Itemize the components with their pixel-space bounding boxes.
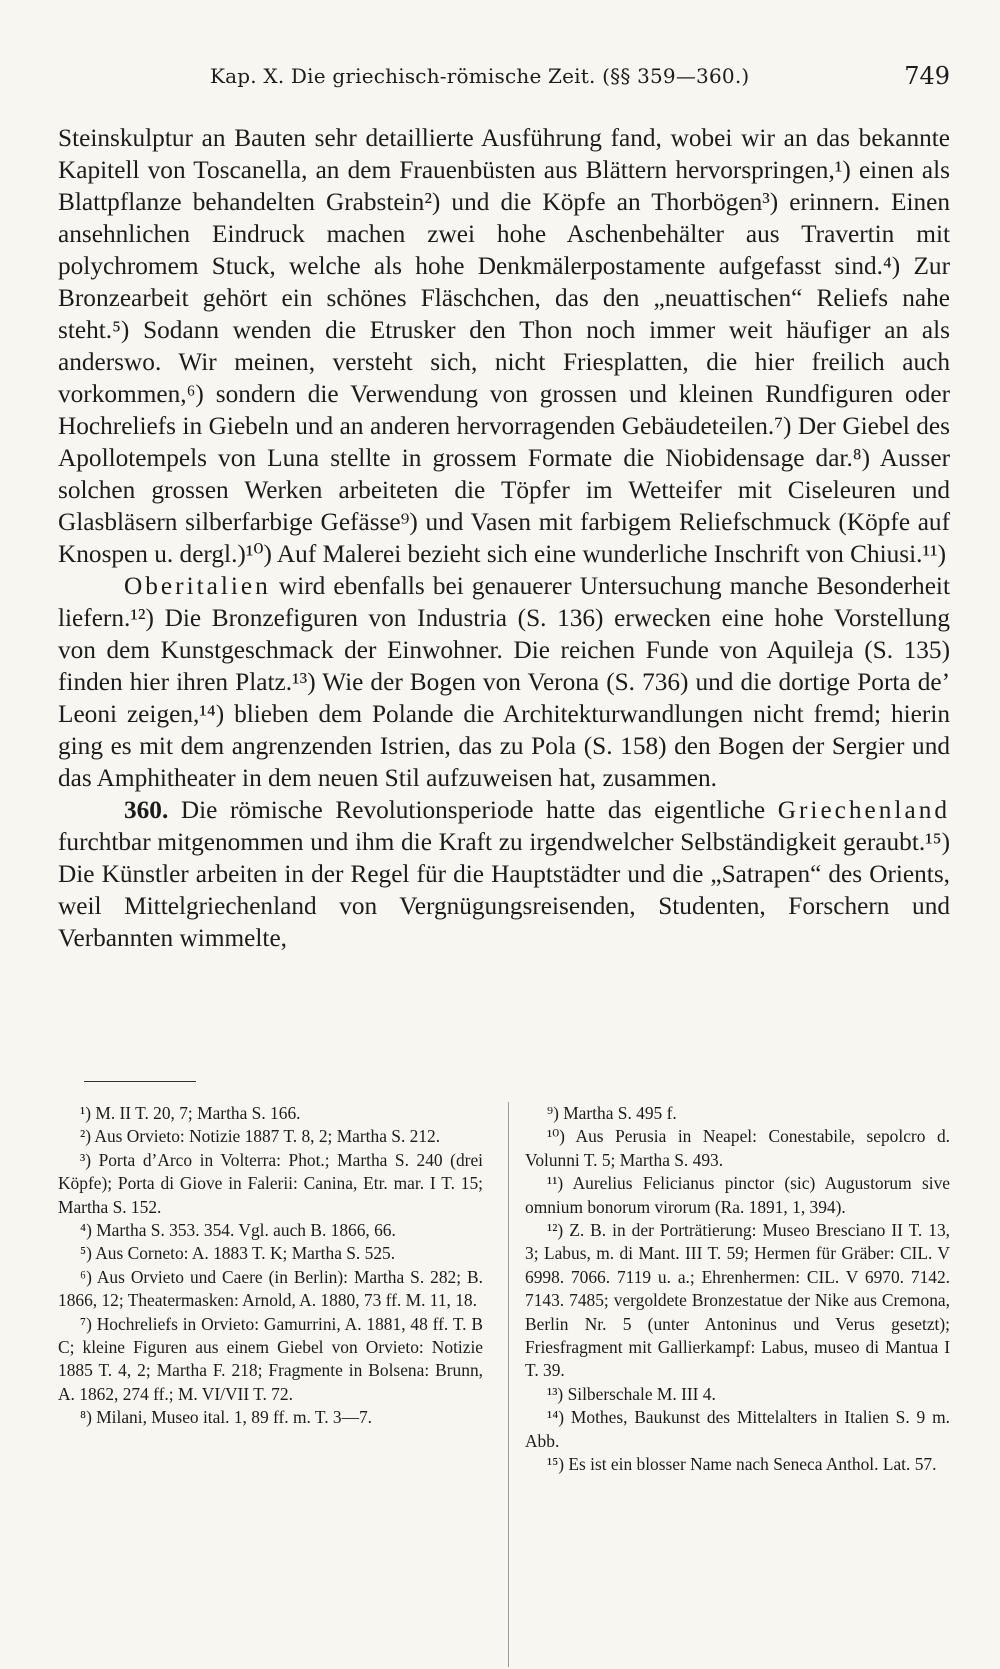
running-head: Kap. X. Die griechisch-römische Zeit. (§§ 359—360.) bbox=[210, 64, 750, 88]
footnote-12: ¹²) Z. B. in der Porträtierung: Museo Bresciano II T. 13, 3; Labus, m. di Mant. III T. 59; Hermen für Gräber: CIL. V 6998. 7066. 7119 u. a.; Ehrenhermen: CIL. V 6970. 7142. 7143. 7485; vergoldete Bronzestatue der Nike aus Cremona, Berlin Nr. 5 (unter Antoninus und Verus gesetzt); Friesfragment mit Gallierkampf: Labus, museo di Mantua I T. 39. bbox=[525, 1220, 950, 1381]
spaced-term-oberitalien: Oberitalien bbox=[124, 572, 271, 600]
footnote-1: ¹) M. II T. 20, 7; Martha S. 166. bbox=[80, 1103, 301, 1123]
paragraph-1: Steinskulptur an Bauten sehr detaillierte Ausführung fand, wobei wir an das bekannte Kapitell von Toscanella, an dem Frauenbüsten aus Blättern hervorspringen,¹) einen als Blattpflanze behandelten Grabstein²) und die Köpfe an Thorbögen³) erinnern. Einen ansehnlichen Eindruck machen zwei hohe Aschenbehälter aus Travertin mit polychromem Stuck, welche als hohe Denkmälerpostamente aufgefasst sind.⁴) Zur Bronzearbeit gehört ein schönes Fläschchen, das den „neuattischen“ Reliefs nahe steht.⁵) Sodann wenden die Etrusker den Thon noch immer weit häufiger an als anderswo. Wir meinen, versteht sich, nicht Friesplatten, die hier freilich auch vorkommen,⁶) sondern die Verwendung von grossen und kleinen Rundfiguren oder Hochreliefs in Giebeln und an anderen hervorragenden Gebäudeteilen.⁷) Der Giebel des Apollotempels von Luna stellte in grossem Formate die Niobidensage dar.⁸) Ausser solchen grossen Werken arbeiteten die Töpfer im Wetteifer mit Ciseleuren und Glasbläsern silberfarbige Gefässe⁹) und Vasen mit farbigem Reliefschmuck (Köpfe auf Knospen u. dergl.)¹⁰) Auf Malerei bezieht sich eine wunderliche Inschrift von Chiusi.¹¹) bbox=[58, 124, 950, 568]
footnote-6: ⁶) Aus Orvieto und Caere (in Berlin): Martha S. 282; B. 1866, 12; Theatermasken: Arnold, A. 1880, 73 ff. M. 11, 18. bbox=[58, 1266, 483, 1311]
footnote-8: ⁸) Milani, Museo ital. 1, 89 ff. m. T. 3—7. bbox=[80, 1407, 373, 1428]
footnote-rule bbox=[84, 1081, 196, 1082]
footnote-15: ¹⁵) Es ist ein blosser Name nach Seneca Anthol. Lat. 57. bbox=[547, 1454, 937, 1475]
footnote-14: ¹⁴) Mothes, Baukunst des Mittelalters in Italien S. 9 m. Abb. bbox=[525, 1407, 950, 1451]
footnote-11: ¹¹) Aurelius Felicianus pinctor (sic) Augustorum sive omnium bonorum virorum (Ra. 1891, 1, 394). bbox=[525, 1173, 950, 1217]
paragraph-3 bbox=[58, 794, 950, 954]
footnotes-right-column bbox=[525, 1102, 950, 1477]
paragraph-3-text-a: Die römische Revolutionsperiode hatte das eigentliche bbox=[168, 796, 778, 824]
paragraph-2 bbox=[58, 570, 950, 794]
footnote-column-divider bbox=[508, 1102, 509, 1667]
main-text bbox=[58, 122, 950, 954]
footnote-7: ⁷) Hochreliefs in Orvieto: Gamurrini, A. 1881, 48 ff. T. B C; kleine Figuren aus einem Giebel von Orvieto: Notizie 1885 T. 4, 2; Martha F. 218; Fragmente in Bolsena: Brunn, A. 1862, 274 ff.; M. VI/VII T. 72. bbox=[58, 1313, 483, 1404]
footnote-5: ⁵) Aus Corneto: A. 1883 T. K; Martha S. 525. bbox=[80, 1243, 396, 1264]
footnotes-left-column bbox=[58, 1102, 483, 1430]
page-header bbox=[58, 60, 950, 100]
footnote-3: ³) Porta d’Arco in Volterra: Phot.; Martha S. 240 (drei Köpfe); Porta di Giove in Falerii: Canina, Etr. mar. I T. 15; Martha S. 152. bbox=[58, 1149, 483, 1217]
footnote-9: ⁹) Martha S. 495 f. bbox=[547, 1103, 677, 1123]
footnote-10: ¹⁰) Aus Perusia in Neapel: Conestabile, sepolcro d. Volunni T. 5; Martha S. 493. bbox=[525, 1126, 950, 1170]
paragraph-2-text: wird ebenfalls bei genauerer Untersuchung manche Besonderheit liefern.¹²) Die Bronzefiguren von Industria (S. 136) erwecken eine hohe Vorstellung von dem Kunstgeschmack der Einwohner. Die reichen Funde von Aquileja (S. 135) finden hier ihren Platz.¹³) Wie der Bogen von Verona (S. 736) und die dortige Porta de’ Leoni zeigen,¹⁴) blieben dem Polande die Architekturwandlungen nicht fremd; hierin ging es mit dem angrenzenden Istrien, das zu Pola (S. 158) den Bogen der Sergier und das Amphitheater in dem neuen Stil aufzuweisen hat, zusammen. bbox=[58, 572, 950, 792]
paragraph-3-text-b: furchtbar mitgenommen und ihm die Kraft zu irgendwelcher Selbständigkeit geraubt.¹⁵) Die Künstler arbeiten in der Regel für die Hauptstädter und die „Satrapen“ des Orients, weil Mittelgriechenland von Vergnügungsreisenden, Studenten, Forschern und Verbannten wimmelte, bbox=[58, 828, 950, 952]
section-number: 360. bbox=[124, 796, 169, 824]
footnote-2: ²) Aus Orvieto: Notizie 1887 T. 8, 2; Martha S. 212. bbox=[80, 1126, 441, 1147]
spaced-term-griechenland: Griechenland bbox=[777, 796, 950, 824]
footnote-4: ⁴) Martha S. 353. 354. Vgl. auch B. 1866, 66. bbox=[80, 1220, 396, 1241]
page-number: 749 bbox=[904, 62, 950, 90]
footnote-13: ¹³) Silberschale M. III 4. bbox=[547, 1383, 716, 1404]
